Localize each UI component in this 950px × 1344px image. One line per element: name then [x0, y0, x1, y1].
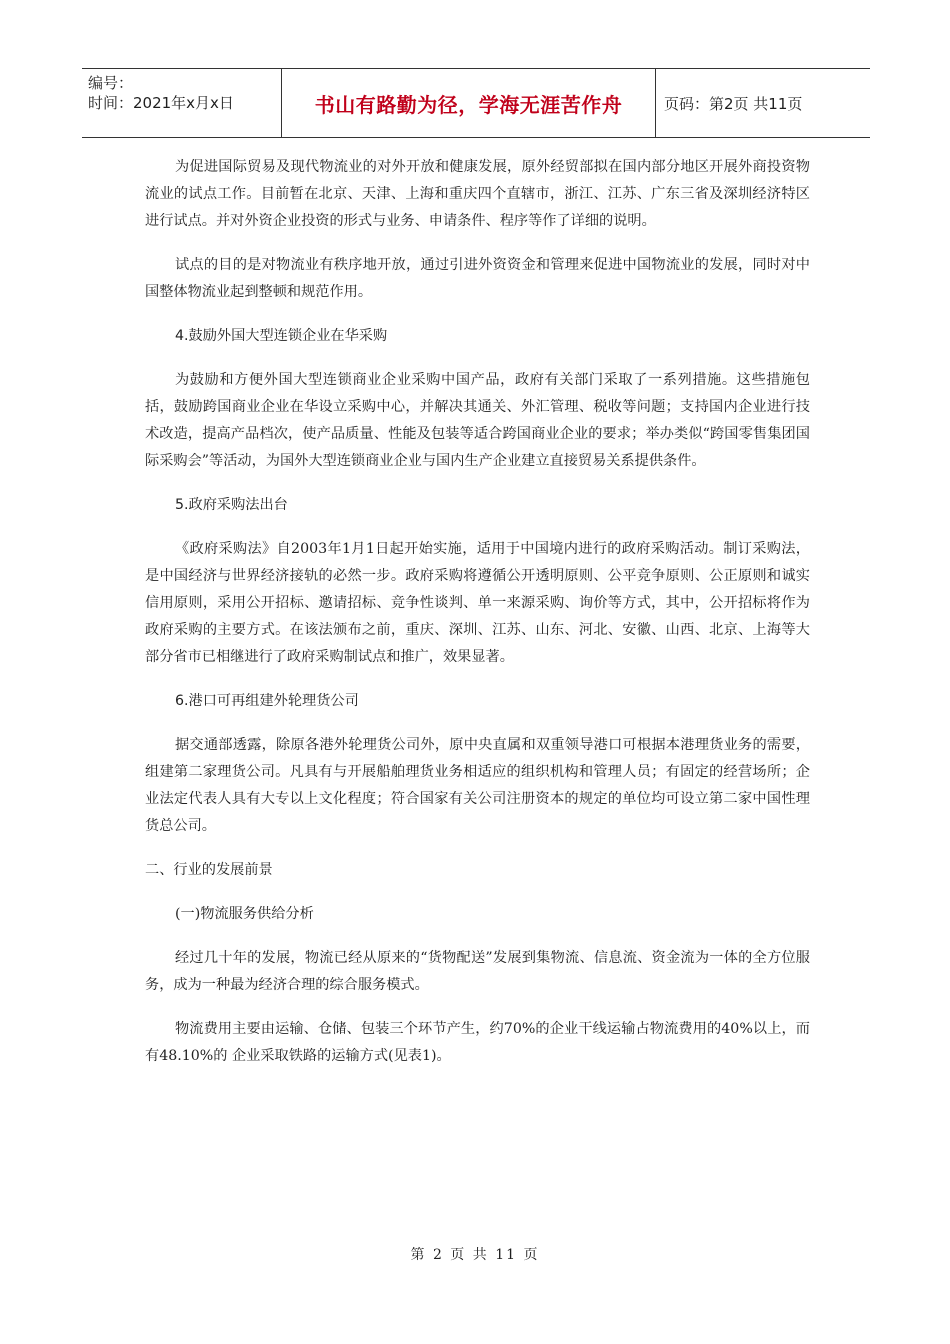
header-meta	[82, 69, 282, 137]
paragraph: 《政府采购法》自2003年1月1日起开始实施，适用于中国境内进行的政府采购活动。制订采购法，是中国经济与世界经济接轨的必然一步。政府采购将遵循公开透明原则、公平竞争原则、公正原则和诚实信用原则，采用公开招标、邀请招标、竞争性谈判、单一来源采购、询价等方式，其中，公开招标将作为政府采购的主要方式。在该法颁布之前，重庆、深圳、江苏、山东、河北、安徽、山西、北京、上海等大部分省市已相继进行了政府采购制试点和推广，效果显著。	[145, 541, 810, 665]
subsection-heading: (一)物流服务供给分析	[175, 906, 314, 922]
section-heading: 二、行业的发展前景	[145, 862, 273, 878]
date-label: 时间：2021年x月x日	[88, 94, 234, 112]
paragraph: 物流费用主要由运输、仓储、包装三个环节产生，约70%的企业干线运输占物流费用的40%以上，而有48.10%的 企业采取铁路的运输方式(见表1)。	[145, 1021, 810, 1064]
document-body	[145, 154, 810, 1087]
number-label: 编号：	[88, 74, 134, 92]
header-motto: 书山有路勤为径，学海无涯苦作舟	[282, 69, 656, 137]
paragraph: 据交通部透露，除原各港外轮理货公司外，原中央直属和双重领导港口可根据本港理货业务的需要，组建第二家理货公司。凡具有与开展船舶理货业务相适应的组织机构和管理人员；有固定的经营场所；企业法定代表人具有大专以上文化程度；符合国家有关公司注册资本的规定的单位均可设立第二家中国性理货总公司。	[145, 737, 810, 834]
subheading: 5.政府采购法出台	[175, 497, 288, 513]
paragraph: 为鼓励和方便外国大型连锁商业企业采购中国产品，政府有关部门采取了一系列措施。这些措施包括，鼓励跨国商业企业在华设立采购中心，并解决其通关、外汇管理、税收等问题；支持国内企业进行技术改造，提高产品档次，使产品质量、性能及包装等适合跨国商业企业的要求；举办类似“跨国零售集团国际采购会”等活动，为国外大型连锁商业企业与国内生产企业建立直接贸易关系提供条件。	[145, 372, 810, 469]
document-header	[82, 68, 870, 138]
subheading: 4.鼓励外国大型连锁企业在华采购	[175, 328, 388, 344]
paragraph: 经过几十年的发展，物流已经从原来的“货物配送”发展到集物流、信息流、资金流为一体的全方位服务，成为一种最为经济合理的综合服务模式。	[145, 950, 810, 993]
paragraph: 试点的目的是对物流业有秩序地开放，通过引进外资资金和管理来促进中国物流业的发展，同时对中国整体物流业起到整顿和规范作用。	[145, 257, 810, 300]
subheading: 6.港口可再组建外轮理货公司	[175, 693, 359, 709]
paragraph: 为促进国际贸易及现代物流业的对外开放和健康发展，原外经贸部拟在国内部分地区开展外商投资物流业的试点工作。目前暂在北京、天津、上海和重庆四个直辖市，浙江、江苏、广东三省及深圳经济特区进行试点。并对外资企业投资的形式与业务、申请条件、程序等作了详细的说明。	[145, 159, 810, 229]
page-footer: 第 2 页 共 11 页	[410, 1247, 540, 1263]
header-page-info: 页码：第2页 共11页	[664, 94, 803, 113]
